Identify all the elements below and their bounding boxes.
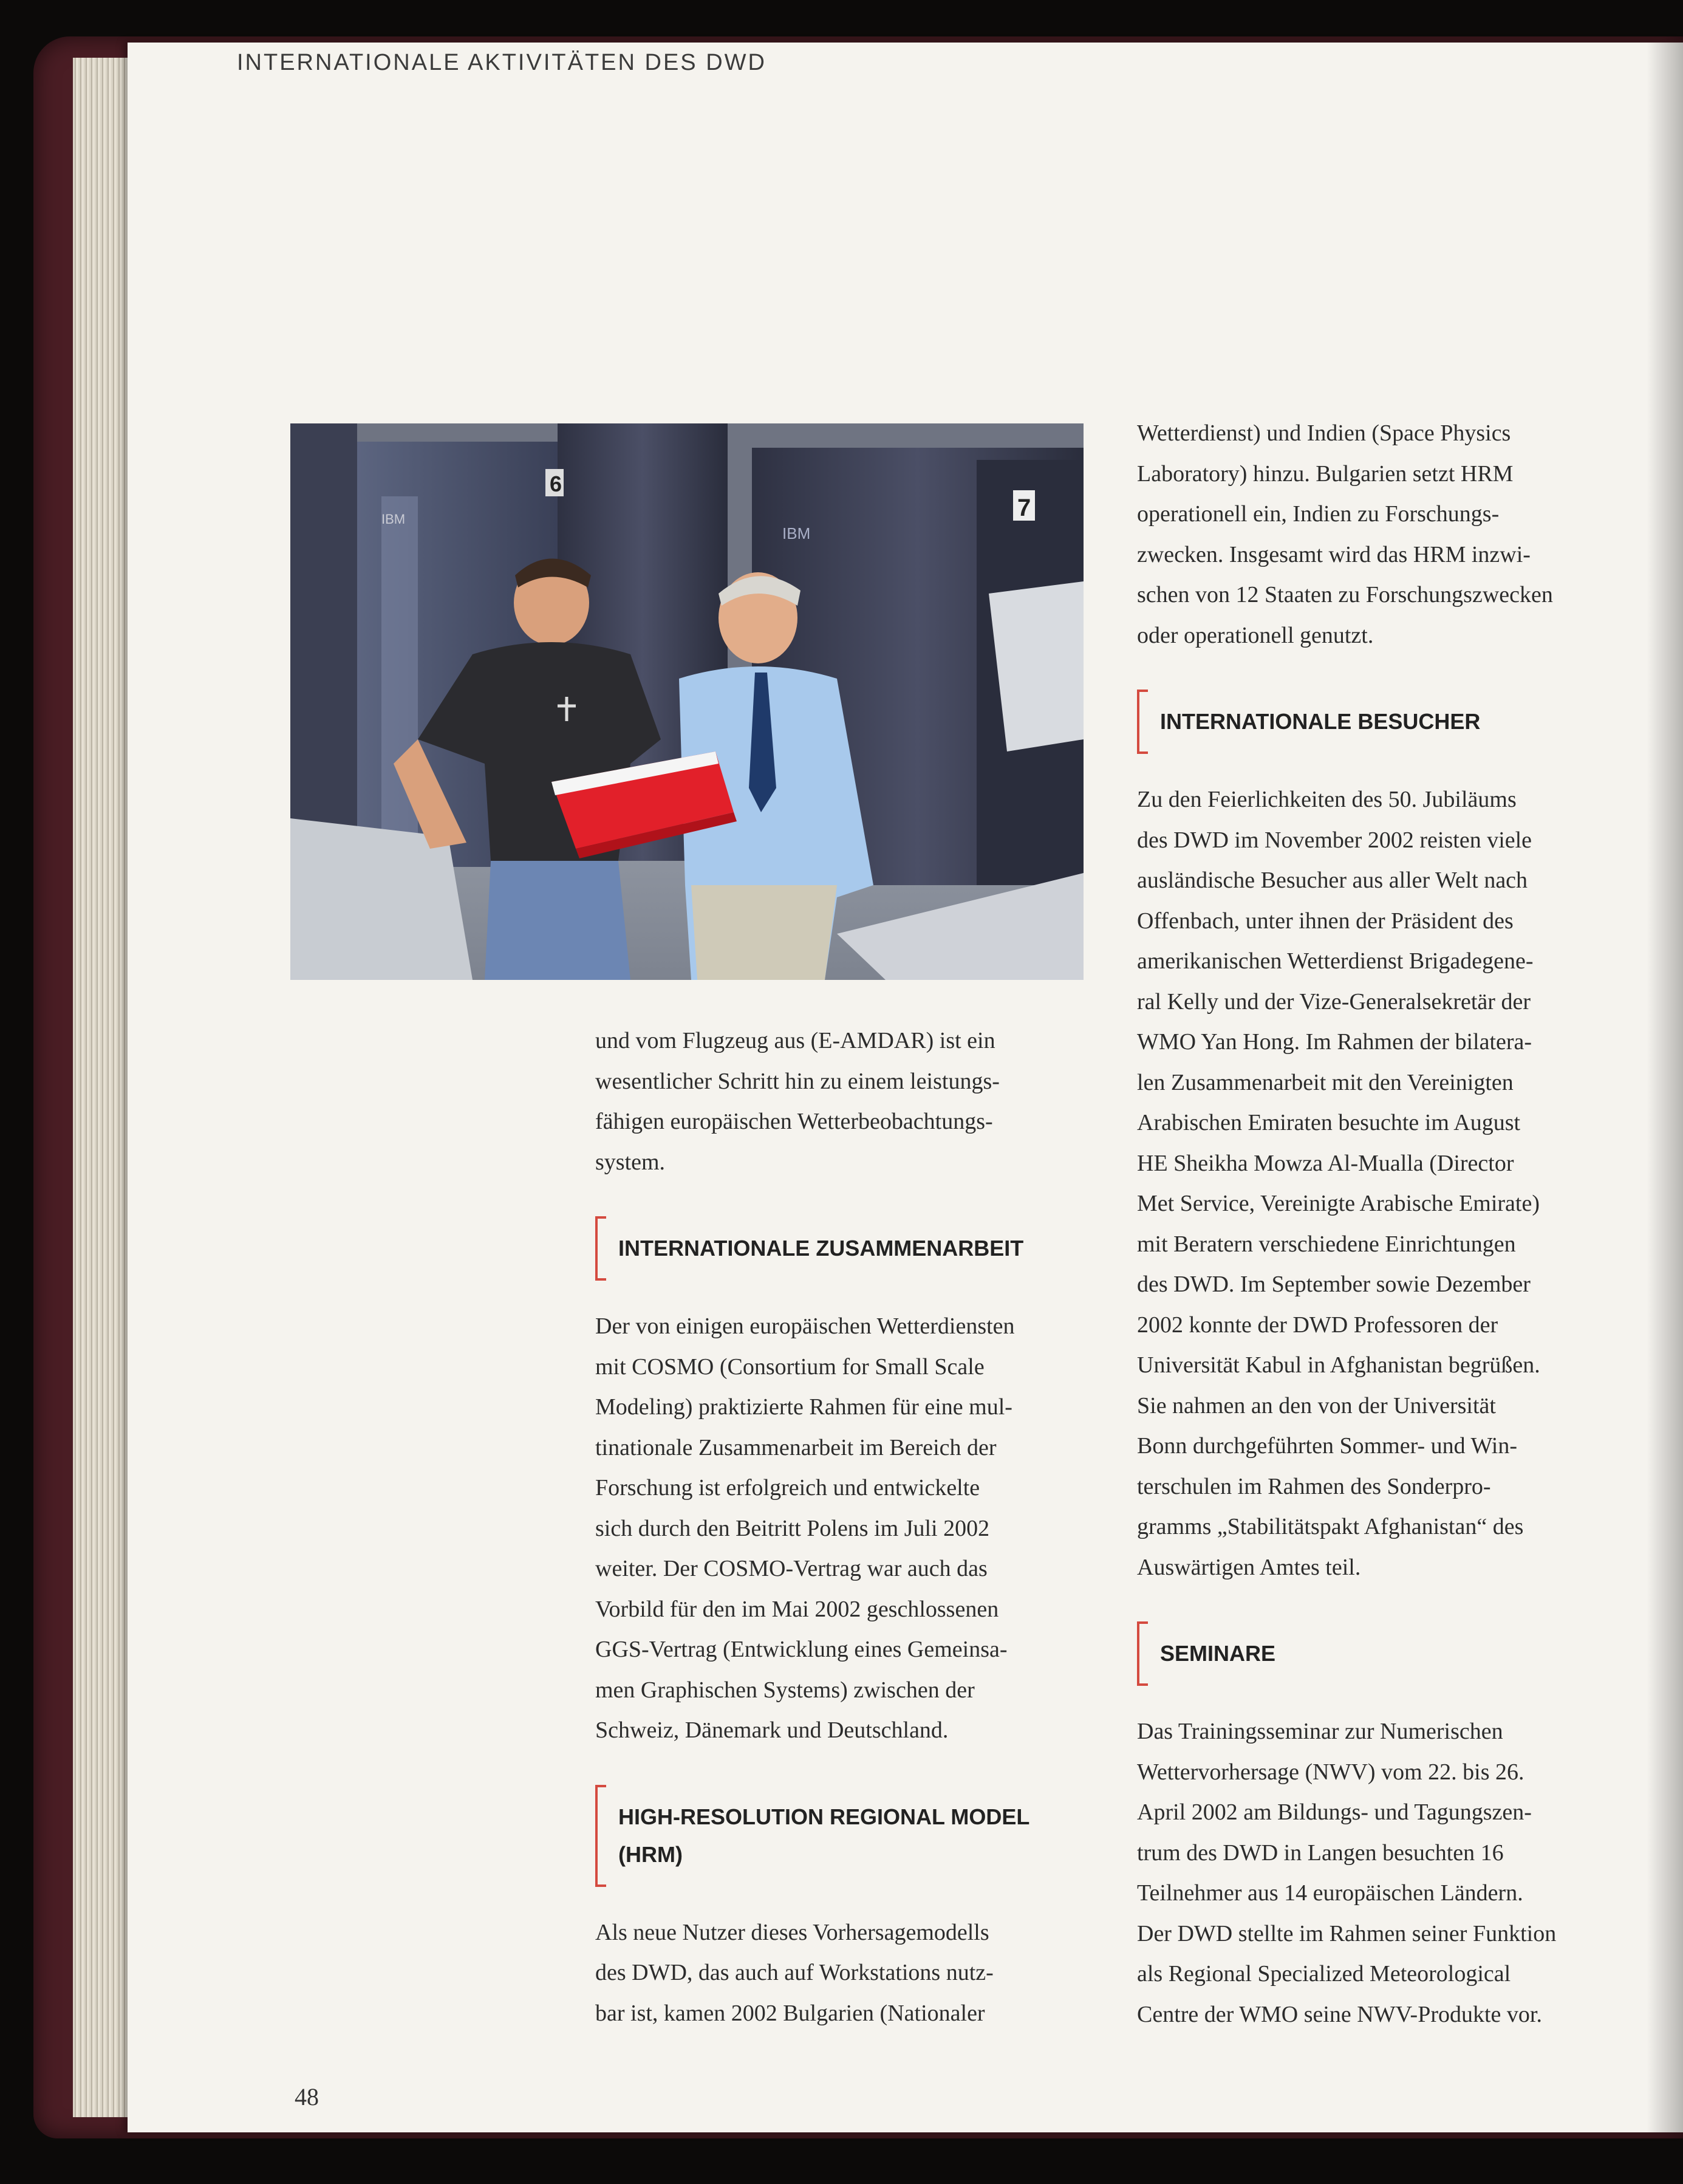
rack-number-6: 6 [550,471,562,496]
photo-supercomputer [290,423,1084,980]
left-column [595,1021,1093,2033]
paragraph-besucher: Zu den Feierlichkeiten des 50. Jubiläums des DWD im November 2002 reisten viele ausländische Besucher aus aller Welt nach Offenbach, unter ihnen der Präsident des amerikanischen Wetterdienst Brigadegene- ral Kelly und der Vize-Generalsekretär der WMO Yan Hong. Im Rahmen der bilatera- len Zusammenarbeit mit den Vereinigten Arabischen Emiraten besuchte im August HE Sheikha Mowza Al-Mualla (Director Met Service, Vereinigte Arabische Emirate) mit Beratern verschiedene Einrichtungen des DWD. Im September sowie Dezember 2002 konnte der DWD Professoren der Universität Kabul in Afghanistan begrüßen. Sie nahmen an den von der Universität Bonn durchgeführten Sommer- und Win- terschulen im Rahmen des Sonderpro- gramms „Stabilitätspakt Afghanistan“ des Auswärtigen Amtes teil. [1137,787,1540,1580]
right-column [1137,413,1629,2035]
intro-paragraph-left: und vom Flugzeug aus (E-AMDAR) ist ein wesentlicher Schritt hin zu einem leistungs- fähigen europäischen Wetterbeobachtungs- system. [595,1028,1000,1175]
heading-seminare: SEMINARE [1137,1617,1629,1691]
heading-zusammenarbeit: INTERNATIONALE ZUSAMMENARBEIT [595,1211,1093,1285]
ibm-logo-left: IBM [381,512,406,527]
heading-besucher: INTERNATIONALE BESUCHER [1137,685,1629,759]
intro-paragraph-right: Wetterdienst) und Indien (Space Physics Laboratory) hinzu. Bulgarien setzt HRM operationell ein, Indien zu Forschungs- zwecken. Insgesamt wird das HRM inzwi- schen von 12 Staaten zu Forschungszwecken oder operationell genutzt. [1137,420,1553,648]
paragraph-hrm: Als neue Nutzer dieses Vorhersagemodells des DWD, das auch auf Workstations nutz- bar ist, kamen 2002 Bulgarien (Nationaler [595,1919,994,2026]
page-gutter-shadow [1647,43,1683,2132]
rack-number-7: 7 [1017,495,1031,521]
heading-hrm: HIGH-RESOLUTION REGIONAL MODEL (HRM) [595,1780,1093,1892]
paragraph-zusammenarbeit: Der von einigen europäischen Wetterdiensten mit COSMO (Consortium for Small Scale Modeling) praktizierte Rahmen für eine mul- tinationale Zusammenarbeit im Bereich der Forschung ist erfolgreich und entwickelte sich durch den Beitritt Polens im Juli 2002 weiter. Der COSMO-Vertrag war auch das Vorbild für den im Mai 2002 geschlossenen GGS-Vertrag (Entwicklung eines Gemeinsa- men Graphischen Systems) zwischen der Schweiz, Dänemark und Deutschland. [595,1313,1015,1743]
photo-illustration [290,423,1084,980]
paragraph-seminare: Das Trainingsseminar zur Numerischen Wettervorhersage (NWV) vom 22. bis 26. April 2002 am Bildungs- und Tagungszen- trum des DWD in Langen besuchten 16 Teilnehmer aus 14 europäischen Ländern. Der DWD stellte im Rahmen seiner Funktion als Regional Specialized Meteorological Centre der WMO seine NWV-Produkte vor. [1137,1719,1557,2027]
page-number: 48 [295,2083,319,2110]
running-head: INTERNATIONALE AKTIVITÄTEN DES DWD [237,50,766,75]
ibm-logo-right: IBM [782,524,811,543]
